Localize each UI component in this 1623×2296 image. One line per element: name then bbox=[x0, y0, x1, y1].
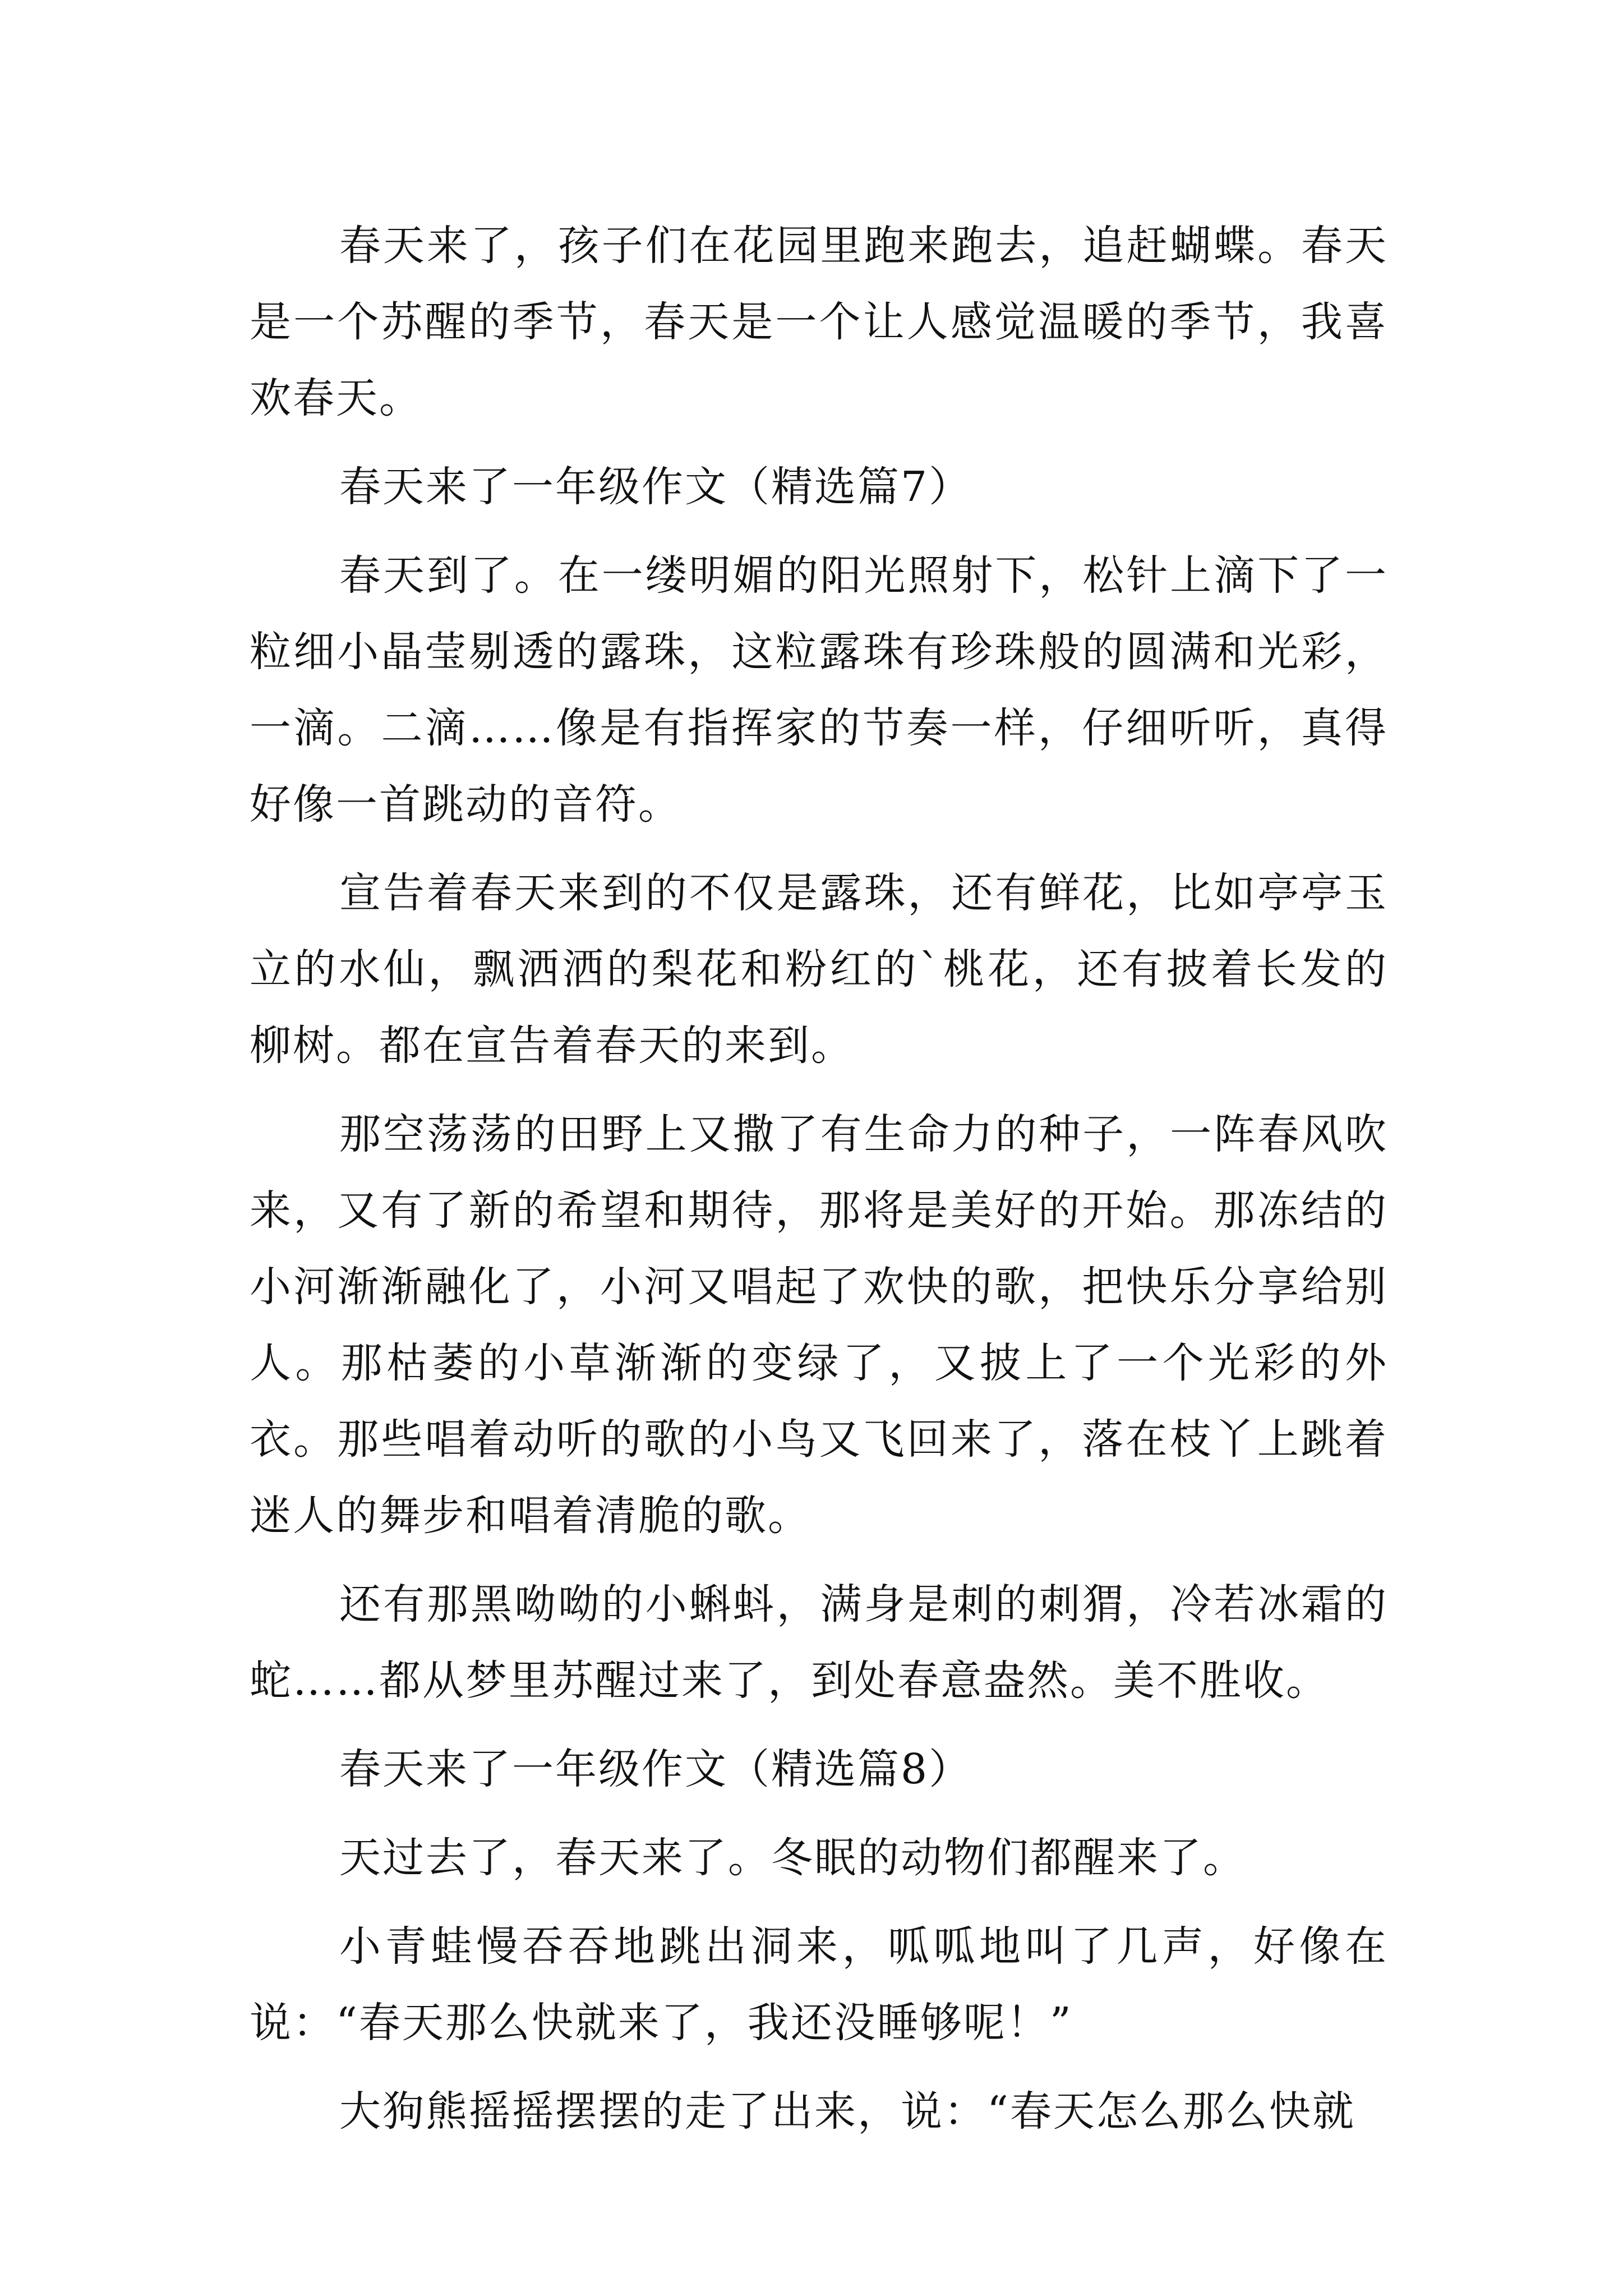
paragraph: 宣告着春天来到的不仅是露珠，还有鲜花，比如亭亭玉立的水仙，飘洒洒的梨花和粉红的`桃花，还有披着长发的柳树。都在宣告着春天的来到。 bbox=[250, 869, 1388, 1070]
paragraph: 大狗熊摇摇摆摆的走了出来，说：“春天怎么那么快就 bbox=[339, 2087, 1355, 2136]
paragraph: 天过去了，春天来了。冬眠的动物们都醒来了。 bbox=[339, 1834, 1246, 1882]
paragraph: 那空荡荡的田野上又撒了有生命力的种子，一阵春风吹来，又有了新的希望和期待，那将是美好的开始。那冻结的小河渐渐融化了，小河又唱起了欢快的歌，把快乐分享给别人。那枯萎的小草渐渐的变绿了，又披上了一个光彩的外衣。那些唱着动听的歌的小鸟又飞回来了，落在枝丫上跳着迷人的舞步和唱着清脆的歌。 bbox=[250, 1110, 1388, 1540]
paragraph: 小青蛙慢吞吞地跳出洞来，呱呱地叫了几声，好像在说：“春天那么快就来了，我还没睡够呢！” bbox=[250, 1922, 1388, 2047]
document-body bbox=[250, 208, 1388, 2162]
paragraph: 春天来了，孩子们在花园里跑来跑去，追赶蝴蝶。春天是一个苏醒的季节，春天是一个让人感觉温暖的季节，我喜欢春天。 bbox=[250, 222, 1388, 422]
section-heading: 春天来了一年级作文（精选篇8） bbox=[339, 1745, 972, 1793]
section-heading: 春天来了一年级作文（精选篇7） bbox=[339, 463, 972, 511]
paragraph: 还有那黑呦呦的小蝌蚪，满身是刺的刺猬，冷若冰霜的蛇……都从梦里苏醒过来了，到处春意盎然。美不胜收。 bbox=[250, 1580, 1388, 1705]
paragraph: 春天到了。在一缕明媚的阳光照射下，松针上滴下了一粒细小晶莹剔透的露珠，这粒露珠有珍珠般的圆满和光彩，一滴。二滴……像是有指挥家的节奏一样，仔细听听，真得好像一首跳动的音符。 bbox=[250, 551, 1388, 829]
